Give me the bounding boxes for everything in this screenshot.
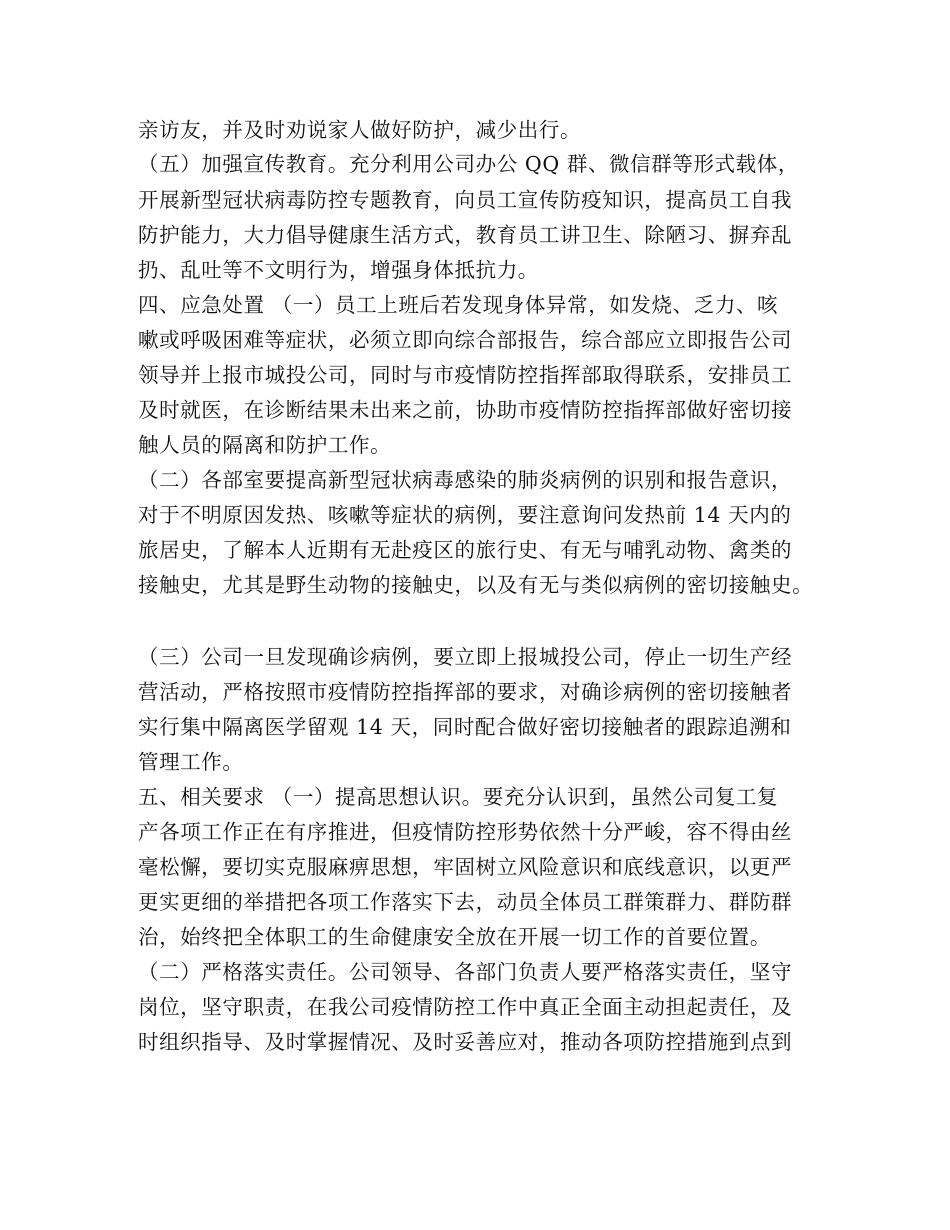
text-line: （三）公司一旦发现确诊病例，要立即上报城投公司，停止一切生产经 [138, 645, 793, 669]
text-line: 开展新型冠状病毒防控专题教育，向员工宣传防疫知识，提高员工自我 [138, 188, 793, 212]
text-line: 营活动，严格按照市疫情防控指挥部的要求，对确诊病例的密切接触者 [138, 680, 793, 704]
text-line: 岗位，坚守职责，在我公司疫情防控工作中真正全面主动担起责任，及 [138, 995, 793, 1019]
text-line: （二）各部室要提高新型冠状病毒感染的肺炎病例的识别和报告意识， [138, 468, 793, 492]
text-line: 毫松懈，要切实克服麻痹思想，牢固树立风险意识和底线意识，以更严 [138, 855, 793, 879]
text-line: 触人员的隔离和防护工作。 [138, 433, 392, 457]
text-line: 对于不明原因发热、咳嗽等症状的病例，要注意询问发热前 14 天内的 [138, 503, 792, 527]
text-line: 扔、乱吐等不文明行为，增强身体抵抗力。 [138, 258, 539, 282]
text-line: 防护能力，大力倡导健康生活方式，教育员工讲卫生、除陋习、摒弃乱 [138, 223, 793, 247]
text-line: 四、应急处置 （一）员工上班后若发现身体异常，如发烧、乏力、咳 [138, 293, 779, 317]
text-line: （五）加强宣传教育。充分利用公司办公 QQ 群、微信群等形式载体， [138, 152, 799, 176]
text-line: 产各项工作正在有序推进，但疫情防控形势依然十分严峻，容不得由丝 [138, 820, 793, 844]
text-line: 领导并上报市城投公司，同时与市疫情防控指挥部取得联系，安排员工 [138, 363, 793, 387]
text-line: 接触史，尤其是野生动物的接触史，以及有无与类似病例的密切接触史。 [138, 573, 814, 597]
text-line: 及时就医，在诊断结果未出来之前，协助市疫情防控指挥部做好密切接 [138, 398, 793, 422]
text-line: 嗽或呼吸困难等症状，必须立即向综合部报告，综合部应立即报告公司 [138, 328, 793, 352]
text-line: 实行集中隔离医学留观 14 天，同时配合做好密切接触者的跟踪追溯和 [138, 715, 792, 739]
text-line: 旅居史，了解本人近期有无赴疫区的旅行史、有无与哺乳动物、禽类的 [138, 538, 793, 562]
text-line: （二）严格落实责任。公司领导、各部门负责人要严格落实责任，坚守 [138, 960, 793, 984]
text-line: 治，始终把全体职工的生命健康安全放在开展一切工作的首要位置。 [138, 925, 771, 949]
text-line: 管理工作。 [138, 750, 244, 774]
text-line: 五、相关要求 （一）提高思想认识。要充分认识到，虽然公司复工复 [138, 785, 779, 809]
text-line: 亲访友，并及时劝说家人做好防护，减少出行。 [138, 118, 582, 142]
text-line: 更实更细的举措把各项工作落实下去，动员全体员工群策群力、群防群 [138, 890, 793, 914]
text-line: 时组织指导、及时掌握情况、及时妥善应对，推动各项防控措施到点到 [138, 1030, 793, 1054]
